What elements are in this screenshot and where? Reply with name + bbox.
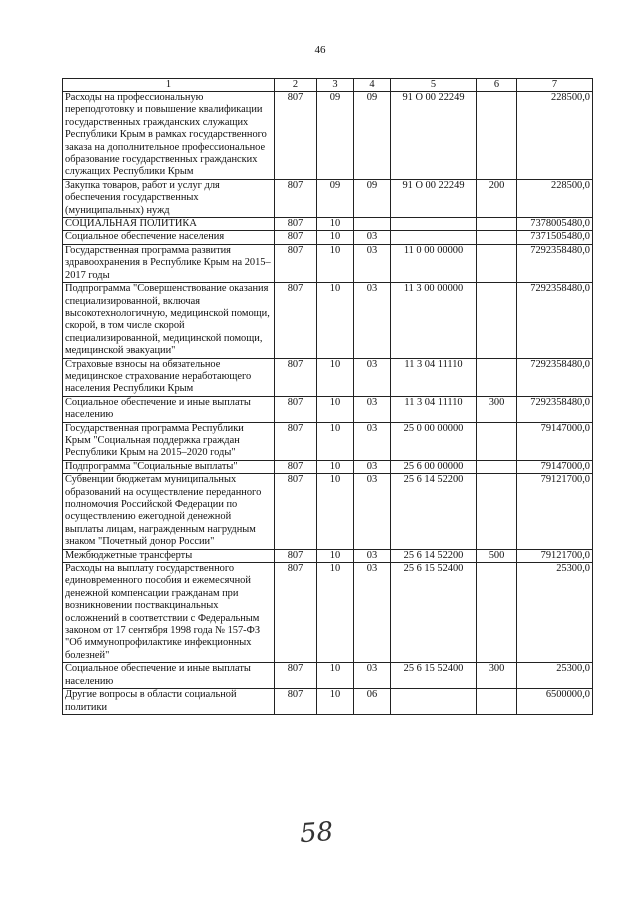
row-c7-cell: 7292358480,0 bbox=[517, 244, 593, 282]
row-c7-cell: 7371505480,0 bbox=[517, 231, 593, 244]
row-c4-cell: 03 bbox=[354, 358, 391, 396]
table-body bbox=[63, 92, 593, 715]
row-c2-cell: 807 bbox=[275, 396, 317, 422]
row-c4-cell: 09 bbox=[354, 179, 391, 217]
row-c2-cell: 807 bbox=[275, 474, 317, 549]
row-name-cell: Социальное обеспечение и иные выплаты населению bbox=[63, 663, 275, 689]
row-c2-cell: 807 bbox=[275, 218, 317, 231]
table-row bbox=[63, 244, 593, 282]
row-c5-cell: 25 6 15 52400 bbox=[391, 563, 477, 663]
row-c5-cell: 11 0 00 00000 bbox=[391, 244, 477, 282]
row-c2-cell: 807 bbox=[275, 179, 317, 217]
row-c4-cell: 03 bbox=[354, 244, 391, 282]
table-row bbox=[63, 549, 593, 562]
row-c3-cell: 09 bbox=[317, 92, 354, 180]
row-name-cell: Межбюджетные трансферты bbox=[63, 549, 275, 562]
row-c3-cell: 10 bbox=[317, 460, 354, 473]
row-c7-cell: 7292358480,0 bbox=[517, 358, 593, 396]
page-number: 46 bbox=[314, 44, 326, 56]
row-c7-cell: 7292358480,0 bbox=[517, 396, 593, 422]
table-row bbox=[63, 422, 593, 460]
row-c5-cell: 11 3 00 00000 bbox=[391, 283, 477, 358]
row-name-cell: Страховые взносы на обязательное медицинское страхование неработающего населения Республики Крым bbox=[63, 358, 275, 396]
row-c3-cell: 10 bbox=[317, 244, 354, 282]
row-name-cell: Расходы на выплату государственного единовременного пособия и ежемесячной денежной компенсации гражданам при возникновении поствакцинальных осложнений в соответствии с Федеральным законом от 17 сентября 1998 года № 157-ФЗ "Об иммунопрофилактике инфекционных болезней" bbox=[63, 563, 275, 663]
col-header: 3 bbox=[317, 79, 354, 92]
row-c2-cell: 807 bbox=[275, 549, 317, 562]
row-c2-cell: 807 bbox=[275, 231, 317, 244]
table-row bbox=[63, 396, 593, 422]
handwritten-page-number: 58 bbox=[298, 816, 335, 850]
table-row bbox=[63, 358, 593, 396]
row-name-cell: Подпрограмма "Социальные выплаты" bbox=[63, 460, 275, 473]
table-row bbox=[63, 231, 593, 244]
table-row bbox=[63, 179, 593, 217]
row-name-cell: Закупка товаров, работ и услуг для обеспечения государственных (муниципальных) нужд bbox=[63, 179, 275, 217]
row-c3-cell: 10 bbox=[317, 422, 354, 460]
table-row bbox=[63, 460, 593, 473]
row-c6-cell bbox=[477, 283, 517, 358]
row-c2-cell: 807 bbox=[275, 460, 317, 473]
row-c4-cell: 09 bbox=[354, 92, 391, 180]
row-c7-cell: 79147000,0 bbox=[517, 460, 593, 473]
row-c7-cell: 25300,0 bbox=[517, 663, 593, 689]
row-c3-cell: 10 bbox=[317, 358, 354, 396]
row-c3-cell: 09 bbox=[317, 179, 354, 217]
row-c5-cell bbox=[391, 218, 477, 231]
row-c3-cell: 10 bbox=[317, 283, 354, 358]
row-name-cell: Субвенции бюджетам муниципальных образований на осуществление переданного полномочия Российской Федерации по осуществлению ежегодной денежной выплаты лицам, награжденным нагрудным знаком "Почетный донор России" bbox=[63, 474, 275, 549]
row-c6-cell bbox=[477, 231, 517, 244]
row-c5-cell bbox=[391, 231, 477, 244]
row-name-cell: Другие вопросы в области социальной политики bbox=[63, 689, 275, 715]
row-c7-cell: 79121700,0 bbox=[517, 474, 593, 549]
row-c4-cell: 03 bbox=[354, 460, 391, 473]
header-row bbox=[63, 79, 593, 92]
row-c2-cell: 807 bbox=[275, 422, 317, 460]
row-c6-cell: 500 bbox=[477, 549, 517, 562]
row-c6-cell bbox=[477, 474, 517, 549]
row-c6-cell bbox=[477, 689, 517, 715]
col-header: 5 bbox=[391, 79, 477, 92]
row-c5-cell: 25 6 15 52400 bbox=[391, 663, 477, 689]
row-name-cell: Подпрограмма "Совершенствование оказания специализированной, включая высокотехнологичную, медицинской помощи, скорой, в том числе скорой специализированной, медицинской помощи, медицинской эвакуации" bbox=[63, 283, 275, 358]
row-c4-cell: 03 bbox=[354, 283, 391, 358]
row-name-cell: СОЦИАЛЬНАЯ ПОЛИТИКА bbox=[63, 218, 275, 231]
row-c3-cell: 10 bbox=[317, 549, 354, 562]
row-c4-cell: 03 bbox=[354, 231, 391, 244]
row-c6-cell bbox=[477, 92, 517, 180]
row-c4-cell: 03 bbox=[354, 549, 391, 562]
row-c5-cell bbox=[391, 689, 477, 715]
row-c4-cell: 03 bbox=[354, 422, 391, 460]
row-c3-cell: 10 bbox=[317, 231, 354, 244]
row-c7-cell: 79147000,0 bbox=[517, 422, 593, 460]
row-c2-cell: 807 bbox=[275, 563, 317, 663]
row-c7-cell: 228500,0 bbox=[517, 179, 593, 217]
row-c7-cell: 7378005480,0 bbox=[517, 218, 593, 231]
row-name-cell: Социальное обеспечение и иные выплаты населению bbox=[63, 396, 275, 422]
row-c5-cell: 91 О 00 22249 bbox=[391, 92, 477, 180]
table-row bbox=[63, 563, 593, 663]
row-c5-cell: 25 0 00 00000 bbox=[391, 422, 477, 460]
row-c3-cell: 10 bbox=[317, 218, 354, 231]
col-header: 1 bbox=[63, 79, 275, 92]
row-c2-cell: 807 bbox=[275, 689, 317, 715]
row-c5-cell: 25 6 14 52200 bbox=[391, 474, 477, 549]
col-header: 6 bbox=[477, 79, 517, 92]
row-c6-cell bbox=[477, 563, 517, 663]
row-c3-cell: 10 bbox=[317, 663, 354, 689]
table-row bbox=[63, 689, 593, 715]
row-c3-cell: 10 bbox=[317, 689, 354, 715]
row-c6-cell bbox=[477, 244, 517, 282]
row-c2-cell: 807 bbox=[275, 358, 317, 396]
row-c3-cell: 10 bbox=[317, 563, 354, 663]
row-name-cell: Социальное обеспечение населения bbox=[63, 231, 275, 244]
row-c5-cell: 11 3 04 11110 bbox=[391, 358, 477, 396]
row-c2-cell: 807 bbox=[275, 244, 317, 282]
row-c4-cell: 03 bbox=[354, 474, 391, 549]
table-row bbox=[63, 92, 593, 180]
row-c5-cell: 25 6 00 00000 bbox=[391, 460, 477, 473]
col-header: 4 bbox=[354, 79, 391, 92]
row-c4-cell bbox=[354, 218, 391, 231]
row-c4-cell: 03 bbox=[354, 563, 391, 663]
budget-table bbox=[62, 78, 593, 715]
row-c2-cell: 807 bbox=[275, 92, 317, 180]
row-c4-cell: 03 bbox=[354, 663, 391, 689]
row-c2-cell: 807 bbox=[275, 663, 317, 689]
row-c7-cell: 228500,0 bbox=[517, 92, 593, 180]
table-row bbox=[63, 218, 593, 231]
table-row bbox=[63, 663, 593, 689]
row-c6-cell bbox=[477, 422, 517, 460]
row-c6-cell: 300 bbox=[477, 396, 517, 422]
row-c7-cell: 7292358480,0 bbox=[517, 283, 593, 358]
row-c3-cell: 10 bbox=[317, 474, 354, 549]
row-c4-cell: 06 bbox=[354, 689, 391, 715]
row-c6-cell bbox=[477, 218, 517, 231]
row-c5-cell: 11 3 04 11110 bbox=[391, 396, 477, 422]
table-row bbox=[63, 283, 593, 358]
row-c6-cell: 300 bbox=[477, 663, 517, 689]
row-c6-cell bbox=[477, 358, 517, 396]
col-header: 7 bbox=[517, 79, 593, 92]
row-name-cell: Государственная программа развития здравоохранения в Республике Крым на 2015–2017 годы bbox=[63, 244, 275, 282]
row-c5-cell: 91 О 00 22249 bbox=[391, 179, 477, 217]
row-name-cell: Государственная программа Республики Крым "Социальная поддержка граждан Республики Крым на 2015–2020 годы" bbox=[63, 422, 275, 460]
col-header: 2 bbox=[275, 79, 317, 92]
row-name-cell: Расходы на профессиональную переподготовку и повышение квалификации государственных гражданских служащих Республики Крым в рамках государственного заказа на дополнительное профессиональное образование государственных гражданских служащих Республики Крым bbox=[63, 92, 275, 180]
row-c3-cell: 10 bbox=[317, 396, 354, 422]
row-c7-cell: 25300,0 bbox=[517, 563, 593, 663]
row-c7-cell: 79121700,0 bbox=[517, 549, 593, 562]
row-c4-cell: 03 bbox=[354, 396, 391, 422]
row-c6-cell bbox=[477, 460, 517, 473]
row-c2-cell: 807 bbox=[275, 283, 317, 358]
row-c6-cell: 200 bbox=[477, 179, 517, 217]
row-c7-cell: 6500000,0 bbox=[517, 689, 593, 715]
row-c5-cell: 25 6 14 52200 bbox=[391, 549, 477, 562]
table-row bbox=[63, 474, 593, 549]
